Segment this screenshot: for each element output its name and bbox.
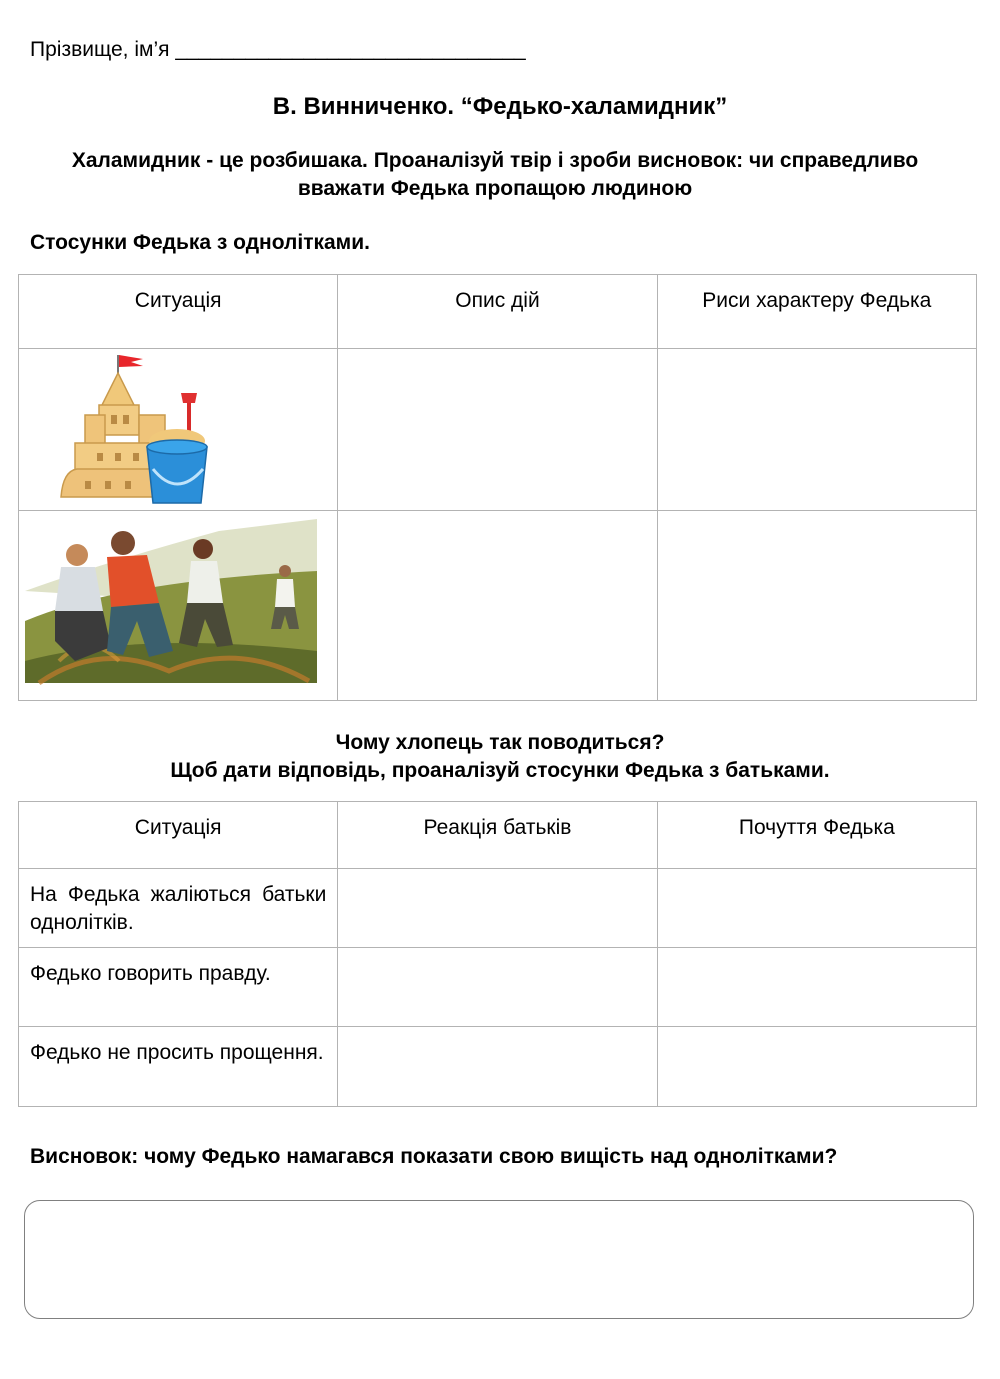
situation-cell [19,948,338,1027]
boys-fighting-image [19,511,319,687]
traits-cell[interactable] [657,511,976,701]
column-header: Опис дій [338,275,657,349]
question-line-2: Щоб дати відповідь, проаналізуй стосунки Федька з батьками. [170,759,830,782]
situation-cell [19,869,338,948]
parents-reaction-cell[interactable] [338,869,657,948]
parents-reaction-cell[interactable] [338,948,657,1027]
sandcastle-image [19,349,219,509]
parents-reaction-cell[interactable] [338,1027,657,1107]
situation-cell [19,349,338,511]
column-header: Риси характеру Федька [657,275,976,349]
conclusion-answer-box[interactable] [24,1200,974,1319]
actions-cell[interactable] [338,511,657,701]
situation-text: На Федька жаліються батьки однолітків. [30,883,327,934]
name-label: Прізвище, ім’я [30,38,170,61]
column-header: Ситуація [19,802,338,869]
fedko-feelings-cell[interactable] [657,869,976,948]
column-header: Реакція батьків [338,802,657,869]
situation-text: Федько не просить прощення. [30,1041,324,1064]
name-input[interactable]: ______________________________ [175,38,526,61]
column-header: Почуття Федька [657,802,976,869]
actions-cell[interactable] [338,349,657,511]
situation-cell [19,511,338,701]
peers-table [18,274,977,701]
name-field-line [30,38,526,62]
situation-cell [19,1027,338,1107]
fedko-feelings-cell[interactable] [657,948,976,1027]
page-title: В. Винниченко. “Федько-халамидник” [272,93,728,120]
column-header: Ситуація [19,275,338,349]
situation-text: Федько говорить правду. [30,962,271,985]
section-heading-peers: Стосунки Федька з однолітками. [30,231,370,254]
question-line-1: Чому хлопець так поводиться? [335,731,665,754]
parents-table [18,801,977,1107]
conclusion-question: Висновок: чому Федько намагався показати свою вищість над однолітками? [30,1145,838,1168]
fedko-feelings-cell[interactable] [657,1027,976,1107]
page-subtitle: Халамидник - це розбишака. Проаналізуй твір і зроби висновок: чи справедливо вважати Федька пропащою людиною [71,149,919,200]
traits-cell[interactable] [657,349,976,511]
